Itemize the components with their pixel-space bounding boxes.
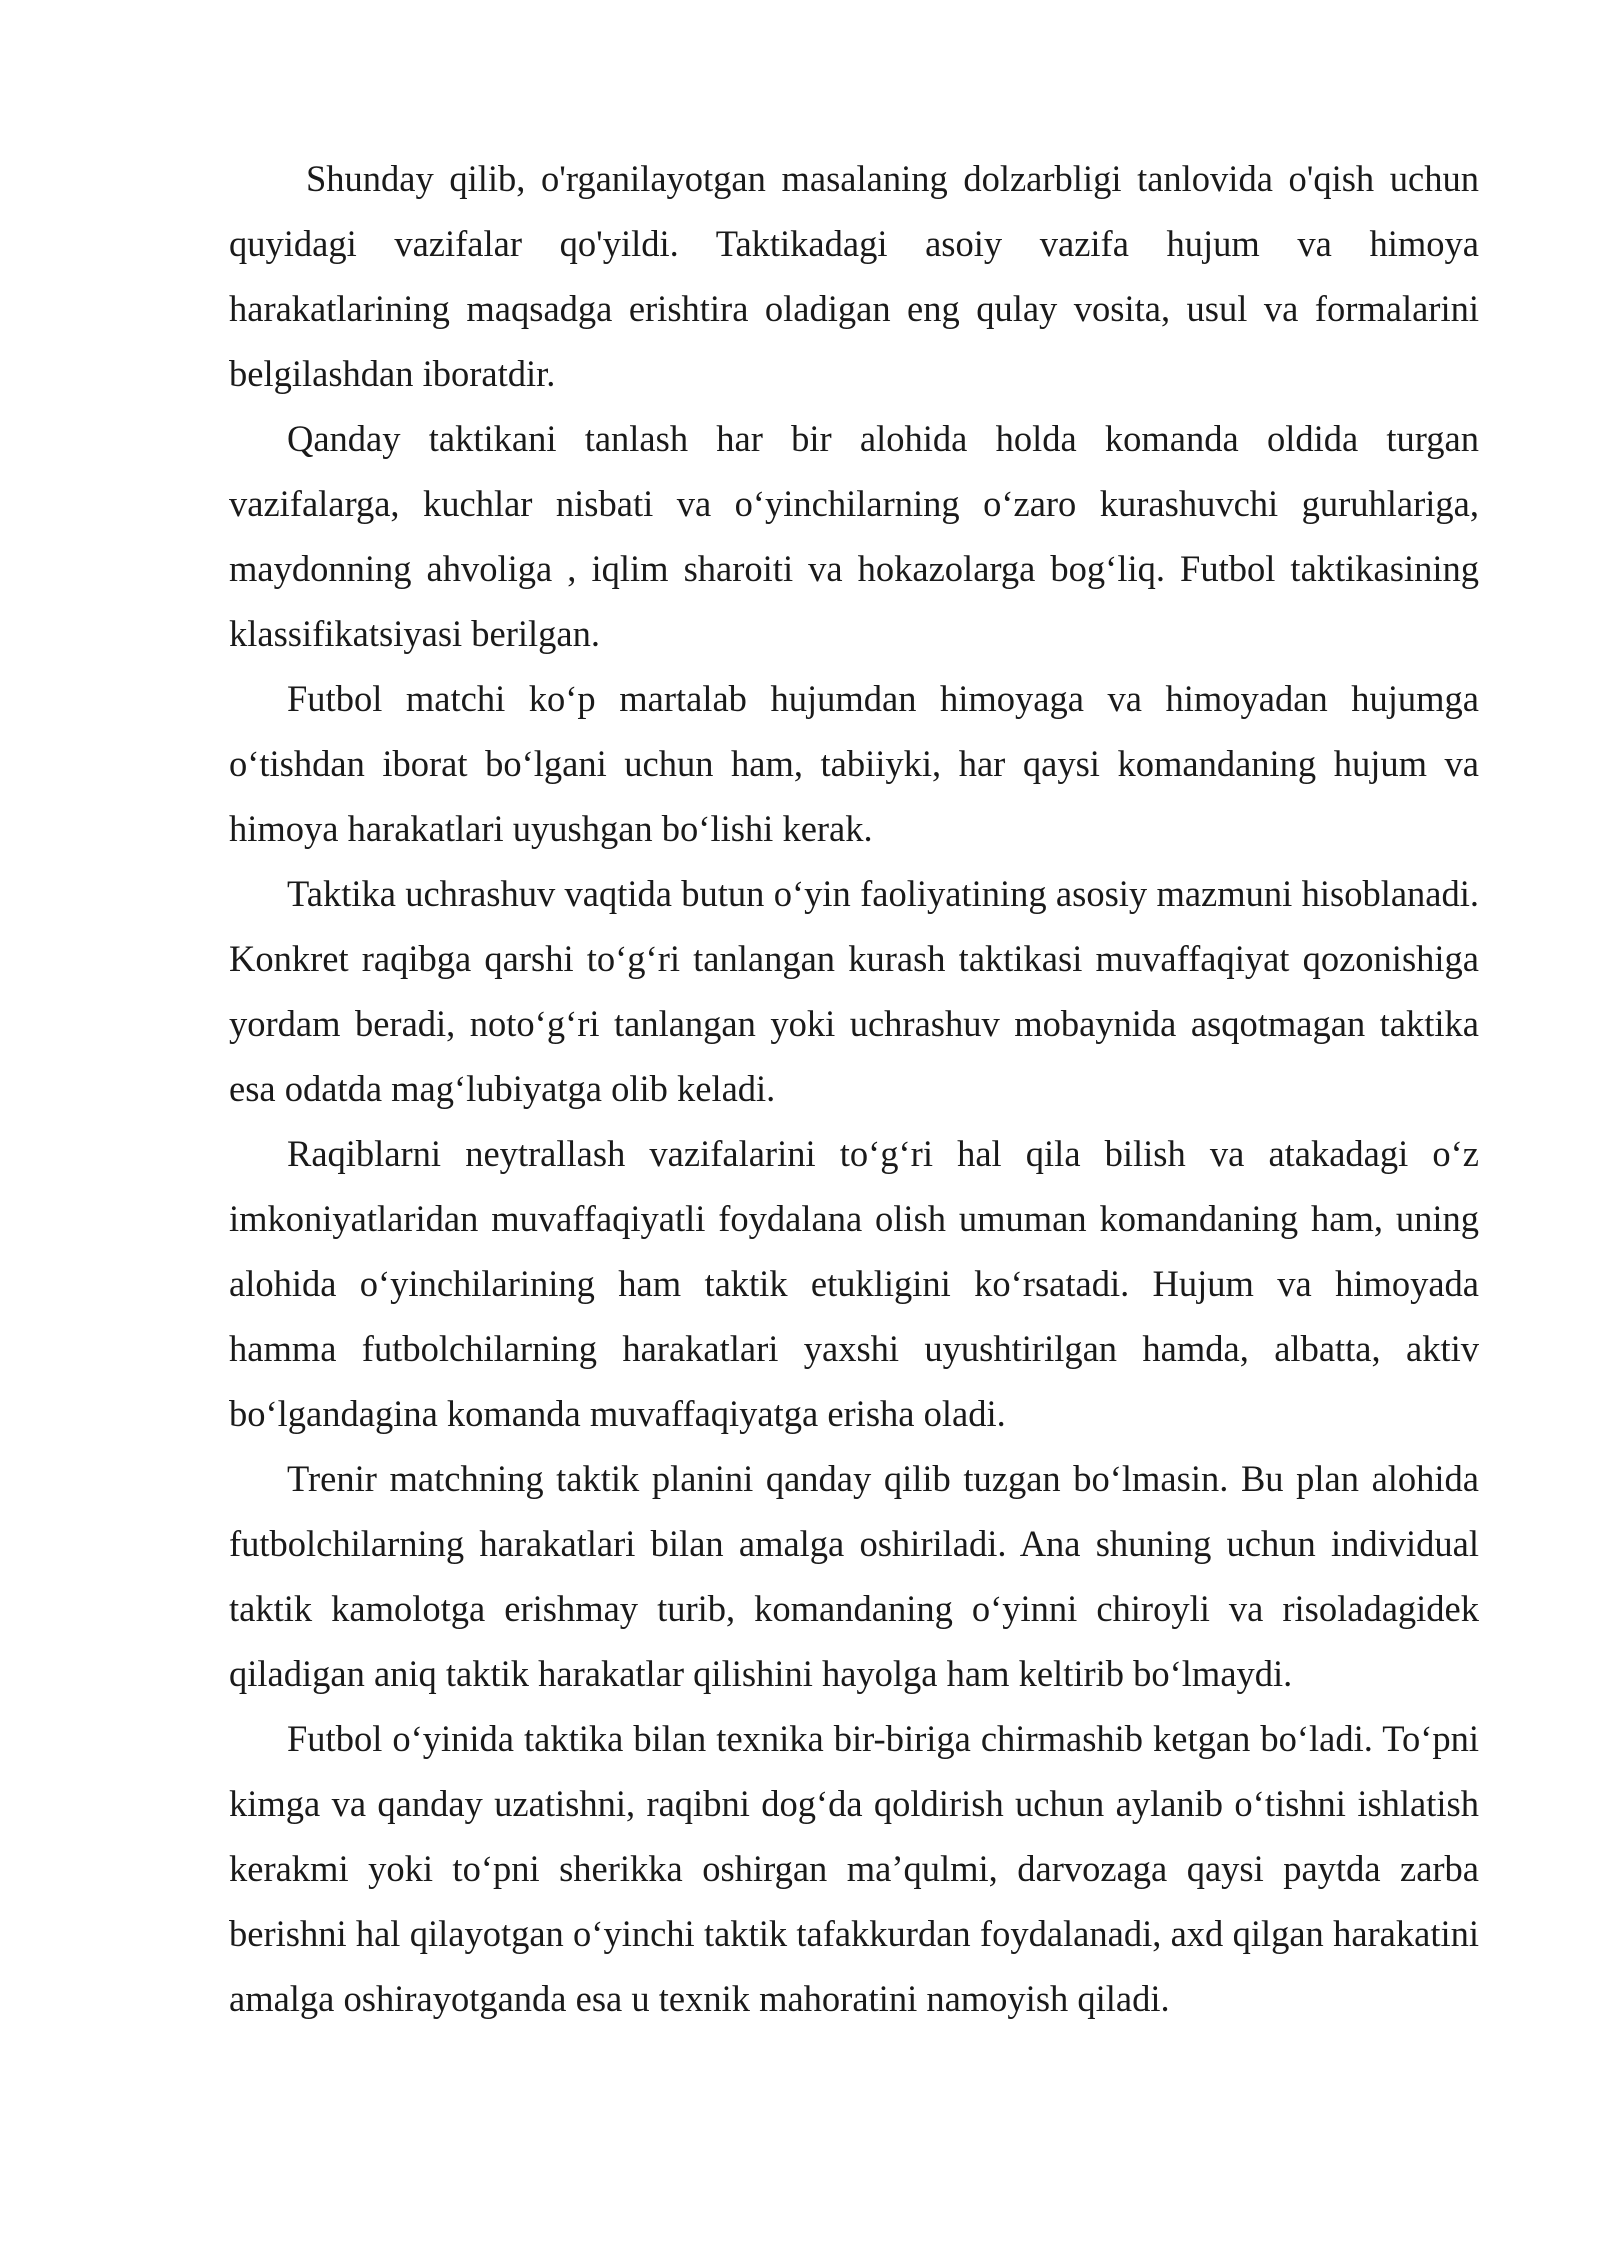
paragraph-1: Shunday qilib, o'rganilayotgan masalaning dolzarbligi tanlovida o'qish uchun quyidagi vazifalar qo'yildi. Taktikadagi asoiy vazifa hujum va himoya harakatlarining maqsadga erishtira oladigan eng qulay vosita, usul va formalarini belgilashdan iboratdir. (229, 158, 1479, 394)
paragraph-2: Qanday taktikani tanlash har bir alohida holda komanda oldida turgan vazifalarga, kuchlar nisbati va o‘yinchilarning o‘zaro kurashuvchi guruhlariga, maydonning ahvoliga , iqlim sharoiti va hokazolarga bog‘liq. Futbol taktikasining klassifikatsiyasi berilgan. (229, 418, 1479, 654)
paragraph-3: Futbol matchi ko‘p martalab hujumdan himoyaga va himoyadan hujumga o‘tishdan iborat bo‘lgani uchun ham, tabiiyki, har qaysi komandaning hujum va himoya harakatlari uyushgan bo‘lishi kerak. (229, 678, 1479, 849)
paragraph-6: Trenir matchning taktik planini qanday qilib tuzgan bo‘lmasin. Bu plan alohida futbolchilarning harakatlari bilan amalga oshiriladi. Ana shuning uchun individual taktik kamolotga erishmay turib, komandaning o‘yinni chiroyli va risoladagidek qiladigan aniq taktik harakatlar qilishini hayolga ham keltirib bo‘lmaydi. (229, 1458, 1479, 1694)
paragraph-5: Raqiblarni neytrallash vazifalarini to‘g‘ri hal qila bilish va atakadagi o‘z imkoniyatlaridan muvaffaqiyatli foydalana olish umuman komandaning ham, uning alohida o‘yinchilarining ham taktik etukligini ko‘rsatadi. Hujum va himoyada hamma futbolchilarning harakatlari yaxshi uyushtirilgan hamda, albatta, aktiv bo‘lgandagina komanda muvaffaqiyatga erisha oladi. (229, 1133, 1479, 1434)
paragraph-4: Taktika uchrashuv vaqtida butun o‘yin faoliyatining asosiy mazmuni hisoblanadi. Konkret raqibga qarshi to‘g‘ri tanlangan kurash taktikasi muvaffaqiyat qozonishiga yordam beradi, noto‘g‘ri tanlangan yoki uchrashuv mobaynida asqotmagan taktika esa odatda mag‘lubiyatga olib keladi. (229, 873, 1479, 1109)
paragraph-7: Futbol o‘yinida taktika bilan texnika bir-biriga chirmashib ketgan bo‘ladi. To‘pni kimga va qanday uzatishni, raqibni dog‘da qoldirish uchun aylanib o‘tishni ishlatish kerakmi yoki to‘pni sherikka oshirgan ma’qulmi, darvozaga qaysi paytda zarba berishni hal qilayotgan o‘yinchi taktik tafakkurdan foydalanadi, axd qilgan harakatini amalga oshirayotganda esa u texnik mahoratini namoyish qiladi. (229, 1718, 1479, 2019)
document-body (229, 146, 1479, 2031)
